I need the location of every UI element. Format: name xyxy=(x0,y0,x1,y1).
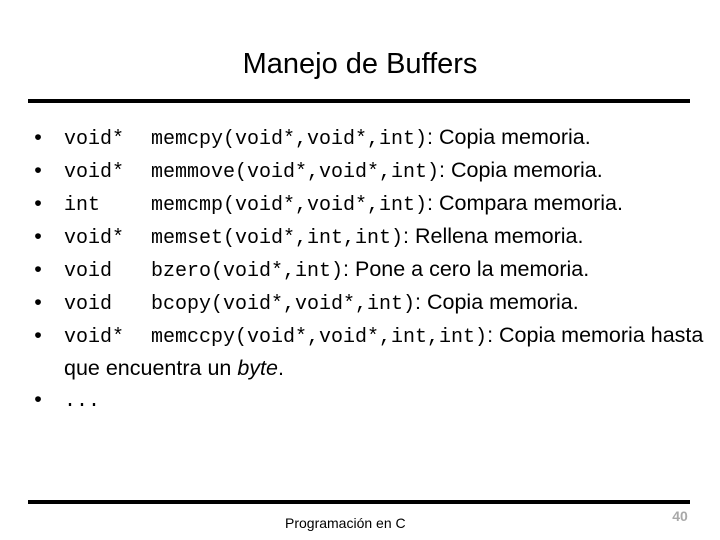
bullet-icon: • xyxy=(34,125,42,149)
bullet-icon: • xyxy=(34,191,42,215)
bullet-icon: • xyxy=(34,323,42,347)
function-signature: memset(void*,int,int) xyxy=(151,227,404,250)
function-signature: bzero(void*,int) xyxy=(151,260,344,283)
return-type: void* xyxy=(64,161,125,184)
list-item-memset xyxy=(28,221,708,254)
function-description: : Compara memoria. xyxy=(427,191,623,215)
bullet-icon: • xyxy=(34,158,42,182)
return-type: void xyxy=(64,260,113,283)
bullet-icon: • xyxy=(34,224,42,248)
function-signature: memmove(void*,void*,int) xyxy=(151,161,440,184)
page-number: 40 xyxy=(672,508,688,524)
list-item-bzero xyxy=(28,254,708,287)
slide-title: Manejo de Buffers xyxy=(242,48,478,80)
list-item-memccpy xyxy=(28,320,708,384)
function-description-italic: byte xyxy=(237,356,278,380)
return-type: void* xyxy=(64,326,125,349)
function-description-end: . xyxy=(277,356,284,380)
list-item-memcpy xyxy=(28,122,708,155)
bullet-icon: • xyxy=(34,387,42,411)
function-signature: memccpy(void*,void*,int,int) xyxy=(151,326,488,349)
title-divider xyxy=(28,99,690,103)
list-item-memmove xyxy=(28,155,708,188)
footer-divider xyxy=(28,500,690,504)
return-type: void* xyxy=(64,128,125,151)
function-signature: bcopy(void*,void*,int) xyxy=(151,293,416,316)
function-description: : Copia memoria hasta que encuentra un xyxy=(64,323,704,380)
list-item-bcopy xyxy=(28,287,708,320)
function-signature: memcpy(void*,void*,int) xyxy=(151,128,428,151)
function-description: : Copia memoria. xyxy=(439,158,603,182)
function-description: : Rellena memoria. xyxy=(403,224,584,248)
function-description: : Copia memoria. xyxy=(427,125,591,149)
return-type: void xyxy=(64,293,113,316)
function-signature: memcmp(void*,void*,int) xyxy=(151,194,428,217)
function-list xyxy=(28,122,708,417)
list-item-memcmp xyxy=(28,188,708,221)
footer-course-title: Programación en C xyxy=(285,515,406,531)
list-item-ellipsis xyxy=(28,384,708,417)
function-description: : Pone a cero la memoria. xyxy=(343,257,590,281)
bullet-icon: • xyxy=(34,290,42,314)
function-description: : Copia memoria. xyxy=(415,290,579,314)
ellipsis-text: ... xyxy=(64,390,101,413)
return-type: int xyxy=(64,194,101,217)
bullet-icon: • xyxy=(34,257,42,281)
return-type: void* xyxy=(64,227,125,250)
